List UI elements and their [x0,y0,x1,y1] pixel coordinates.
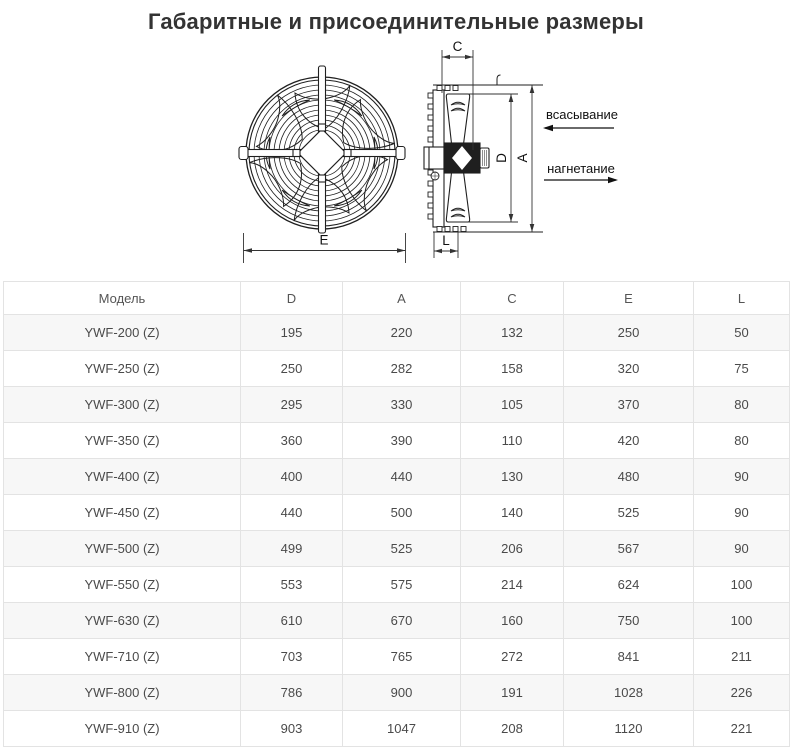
table-header-cell: C [461,282,564,315]
table-cell: YWF-450 (Z) [4,495,241,531]
table-cell: YWF-500 (Z) [4,531,241,567]
table-cell: 250 [564,315,694,351]
table-cell: 567 [564,531,694,567]
table-cell: 191 [461,675,564,711]
fan-front-view [239,66,405,233]
table-cell: 295 [241,387,343,423]
table-cell: 360 [241,423,343,459]
table-cell: 206 [461,531,564,567]
table-cell: YWF-710 (Z) [4,639,241,675]
table-body [4,315,790,747]
page-title: Габаритные и присоединительные размеры [147,9,645,34]
table-cell: 500 [343,495,461,531]
table-cell: 841 [564,639,694,675]
table-cell: 130 [461,459,564,495]
table-cell: 221 [694,711,790,747]
table-row [4,387,790,423]
table-cell: 440 [343,459,461,495]
dim-label-d: D [494,153,509,163]
table-row [4,603,790,639]
table-cell: 370 [564,387,694,423]
table-cell: 330 [343,387,461,423]
table-cell: 320 [564,351,694,387]
table-cell: 80 [694,423,790,459]
table-cell: YWF-350 (Z) [4,423,241,459]
table-row [4,711,790,747]
table-row [4,531,790,567]
table-cell: 158 [461,351,564,387]
table-cell: YWF-910 (Z) [4,711,241,747]
table-cell: 140 [461,495,564,531]
table-header-cell: D [241,282,343,315]
table-cell: YWF-400 (Z) [4,459,241,495]
airflow-annotations [543,107,618,183]
table-cell: 90 [694,459,790,495]
table-header-cell: E [564,282,694,315]
table-cell: 226 [694,675,790,711]
table-cell: 525 [343,531,461,567]
table-row [4,351,790,387]
table-row [4,459,790,495]
table-row [4,567,790,603]
table-row [4,675,790,711]
table-cell: 1047 [343,711,461,747]
table-cell: 75 [694,351,790,387]
table-cell: 553 [241,567,343,603]
table-cell: YWF-200 (Z) [4,315,241,351]
table-cell: 525 [564,495,694,531]
table-header-cell: A [343,282,461,315]
table-cell: 100 [694,567,790,603]
dim-label-e: E [319,232,329,248]
table-cell: 211 [694,639,790,675]
table-row [4,423,790,459]
table-cell: 900 [343,675,461,711]
table-cell: 208 [461,711,564,747]
table-cell: 610 [241,603,343,639]
table-cell: 703 [241,639,343,675]
table-cell: 420 [564,423,694,459]
fan-front-struts [239,66,405,233]
discharge-label: нагнетание [547,161,615,176]
table-cell: 624 [564,567,694,603]
dimensions-table [3,281,790,747]
fan-dimension-drawing [0,40,792,276]
table-cell: 195 [241,315,343,351]
table-cell: 220 [343,315,461,351]
table-cell: 90 [694,531,790,567]
dim-label-c: C [452,40,463,54]
table-cell: 160 [461,603,564,639]
table-cell: 110 [461,423,564,459]
table-cell: 499 [241,531,343,567]
table-cell: 50 [694,315,790,351]
table-cell: 100 [694,603,790,639]
table-cell: YWF-800 (Z) [4,675,241,711]
table-cell: YWF-250 (Z) [4,351,241,387]
suction-label: всасывание [546,107,618,122]
table-cell: 750 [564,603,694,639]
table-cell: 575 [343,567,461,603]
table-cell: 1028 [564,675,694,711]
table-cell: 765 [343,639,461,675]
dim-label-a: A [515,153,530,163]
dimension-labels [319,40,530,248]
table-cell: YWF-300 (Z) [4,387,241,423]
table-row [4,639,790,675]
table-header-cell: L [694,282,790,315]
table-header-row [4,282,790,315]
table-cell: 670 [343,603,461,639]
table-cell: 390 [343,423,461,459]
table-header-cell: Модель [4,282,241,315]
table-cell: 132 [461,315,564,351]
table-cell: YWF-630 (Z) [4,603,241,639]
dim-label-l: L [442,233,450,248]
table-cell: 80 [694,387,790,423]
table-cell: 1120 [564,711,694,747]
table-cell: 400 [241,459,343,495]
table-cell: 480 [564,459,694,495]
table-cell: 440 [241,495,343,531]
table-cell: 105 [461,387,564,423]
table-cell: 786 [241,675,343,711]
table-row [4,495,790,531]
table-cell: 250 [241,351,343,387]
table-cell: 903 [241,711,343,747]
table-cell: 282 [343,351,461,387]
table-cell: YWF-550 (Z) [4,567,241,603]
table-cell: 90 [694,495,790,531]
table-row [4,315,790,351]
table-cell: 214 [461,567,564,603]
table-cell: 272 [461,639,564,675]
